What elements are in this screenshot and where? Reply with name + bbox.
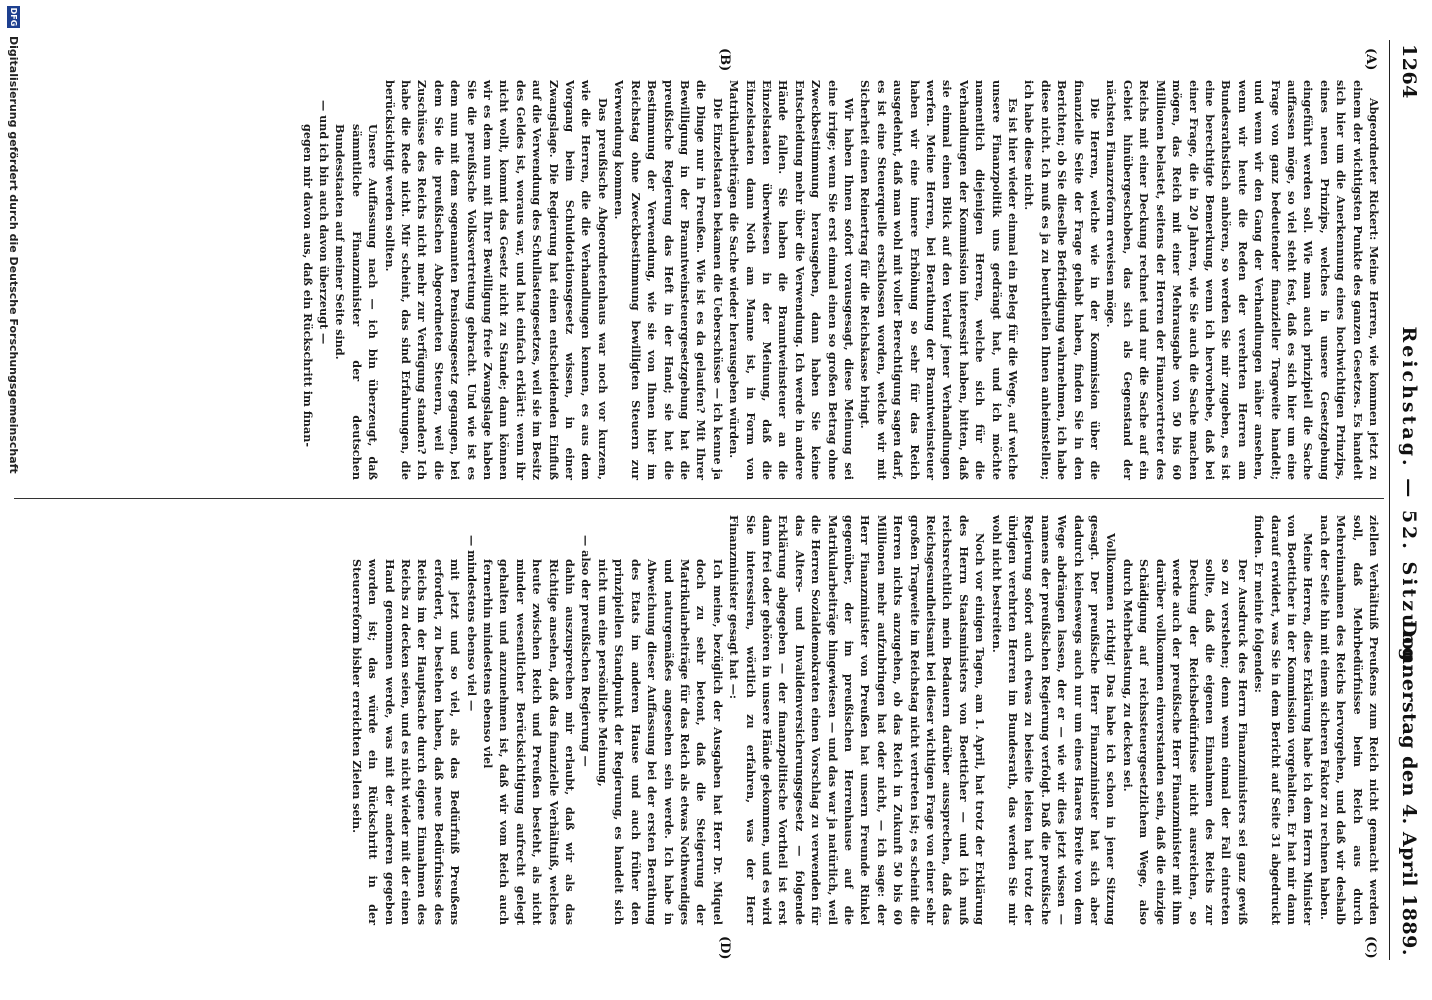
page-number: 1264 — [1398, 44, 1420, 99]
quote-paragraph: Unsere Auffassung nach — ich bin überzeugt, daß sämmtliche Finanzminister der deutschen Bundesstaaten auf meiner Seite sind. — [333, 124, 381, 480]
paragraph: Die Einzelstaaten bekamen die Ueberschüsse — ich kenne ja die Dinge nur in Preußen. Wie ist es da gelaufen? Mit Ihrer Bewilligung in der Branntweinsteuergesetzgebung hat die preußische Regierung das Heft in der Hand; sie hat die Bestimmung der Verwendung, wie sie von Ihnen hier im Reichstag ohne Zweckbestimmung bewilligten Steuern zur Verwendung kommen. — [612, 80, 725, 480]
page-header — [1389, 40, 1424, 960]
paragraph: Meine Herren, diese Erklärung habe ich dem Herrn Minister von Boetticher in der Kommission vorgehalten. Er hat mir dann darauf erwidert, was Sie in dem Bericht auf Seite 31 abgedruckt finden. Er meinte folgendes: — [1252, 515, 1316, 925]
column-divider — [14, 498, 1384, 499]
margin-mark-d: (D) — [717, 936, 732, 960]
quote-paragraph: gegen mir davon aus, daß ein Rückschritt im finan- — [300, 124, 315, 448]
session-date: Donnerstag den 4. April 1889. — [1398, 620, 1420, 956]
paragraph: Das preußische Abgeordnetenhaus war noch vor kurzem, wie die Herren, die die Verhandlungen kennen, es aus dem Vorgang beim Schuldotationsgesetz wissen, in einer Zwangslage. Die Regierung hat einen entscheidenden Einfluß auf die Verwendung des Schullastengesetzes, weil sie im Besitz des Geldes ist, woraus war, und hat einfach erklärt: wenn ihr nicht wollt, kommt das Gesetz nicht zu Stande; dann können wir es dem nun mit Ihrer Bewilligung freie Zwangslage haben Sie die preußische Volksvertretung gebracht. Und wie ist es dem nun mit dem sogenannten Pensionsgesetz gegangen, bei dem Sie die preußischen Abgeordneten Steuern, weil die Zuschüsse des Reichs nicht mehr zur Verfügung standen? Ich habe die Rede nicht. Mir scheint, das sind Erfahrungen, die berücksichtigt werden sollten. — [382, 80, 610, 480]
paragraph: Die Herren, welche wie in der Kommission über die finanzielle Seite der Frage gehabt haben, finden Sie in den Berichten; ob Sie dieselbe Befriedigung wahrnehmen, ich habe diese nicht. Ich muß es ja zu beurtheilen Ihnen anheimstellen; ich habe diese nicht. — [1022, 80, 1103, 480]
margin-mark-c: (C) — [1363, 936, 1378, 959]
left-text-column — [2, 80, 1382, 480]
quote-paragraph: Ich meine, bezüglich der Ausgaben hat Herr Dr. Miquel doch zu sehr betont, daß die Steigerung der Matrikularbeiträge für das Reich als etwas Nothwendiges und naturgemäßes angesehen sein werde. Ich habe in Abweichung dieser Auffassung bei der ersten Berathung des Etats im anderen Hause und auch früher den prinzipiellen Standpunkt der Regierung, es handelt sich nicht um eine persönliche Meinung, — [595, 559, 725, 925]
paragraph: Wir haben Ihnen sofort vorausgesagt, diese Meinung sei eine irrige; wenn Sie erst einmal einen so großen Betrag ohne Zweckbestimmung herausgeben, dann haben Sie keine Entscheidung mehr über die Verwendung. Ich werde in andere Hände fallen. Sie haben die Branntweinsteuer an die Einzelstaaten überwiesen in der Meinung, daß die Einzelstaaten dann Noth am Manne ist, in Form von Matrikularbeiträgen die Sache wieder herausgeben würden. — [727, 80, 856, 480]
paragraph: Noch vor einigen Tagen, am 1. April, hat trotz der Erklärung des Herrn Staatsministers von Boetticher — und ich muß reichsrechtlich mein Bedauern darüber aussprechen, daß das Reichsgesundheitsamt bei dieser wichtigen Frage von einer sehr großen Tragweite im Reichstag nicht vertreten ist; es scheint die Herren nichts anzugehen, ob das Reich in Zukunft 50 bis 60 Millionen mehr aufzubringen hat oder nicht, — ich sage: der Herr Finanzminister von Preußen hat unsern Freunde Rinkel gegenüber, der im preußischen Herrenhause auf die Matrikularbeiträge hingewiesen — und das war ja natürlich, weil die Herren Sozialdemokraten einen Vorschlag zu verwenden für das Alters- und Invalidenversicherungsgesetz — folgende Erklärung abgegeben — der finanzpolitische Vortheil ist erst dann frei oder gehören in unsere Hände gekommen, und es wird Sie interessiren, wörtlich zu erfahren, was der Herr Finanzminister gesagt hat —: — [727, 515, 988, 925]
credit-text: Digitalisierung gefördert durch die Deutsche Forschungsgemeinschaft — [7, 36, 20, 474]
quote-paragraph: dahin auszusprechen mir erlaubt, daß wir als das Richtige ansehen, daß das finanzielle Verhältniß, welches heute zwischen Reich und Preußen besteht, als nicht minder wesentlicher Berücksichtigung aufrecht gelegt gehalten und anzunehmen ist, daß wir vom Reich auch fernerhin mindestens ebenso viel — [481, 559, 578, 925]
right-text-column — [2, 515, 1382, 925]
paragraph: Es ist hier wieder einmal ein Beleg für die Wege, auf welche unsere Finanzpolitik uns gedrängt hat, und ich möchte namentlich diejenigen Herren, welche sich für die Verhandlungen der Kommission interessirt haben, bitten, daß sie einmal einen Blick auf den Verlauf jener Verhandlungen werfen. Meine Herren, bei Berathung der Branntweinsteuer haben wir eine innere Erhöhung so sehr für das Reich ausgedehnt, daß man wohl mit voller Berechtigung sagen darf, es ist eine Steuerquelle erschlossen worden, welche wir mit Sicherheit einen Reinertrag für die Reichskasse bringt. — [858, 80, 1021, 480]
page-title: Reichstag. — 52. Sitzung. — [1398, 326, 1420, 674]
paragraph: ziellen Verhältniß Preußens zum Reich nicht gemacht werden soll, daß Mehrbedürfnisse beim Reich aus durch Mehreinnahmen des Reichs hervorgehen, und daß wir deshalb nach der Seite hin mit einem sicheren Faktor zu rechnen haben. — [1317, 515, 1381, 925]
interjection: — und ich bin auch davon überzeugt — — [317, 100, 331, 345]
quote-paragraph: Der Ausdruck des Herrn Finanzministers sei ganz gewiß so zu verstehen; denn wenn einmal der Fall eintreten sollte, daß die eigenen Einnahmen des Reichs zur Deckung der Reichsbedürfnisse nicht ausreichen, so werde auch der preußische Herr Finanzminister mit ihm darüber vollkommen einverstanden sein, daß die einzige Schädigung auf reichssteuergesetzlichem Wege, also durch Mehrbelastung, zu decken sei. — [1120, 559, 1250, 925]
quote-paragraph: mit jetzt und so viel, als das Bedürfniß Preußens erfordert, zu bestehen haben, daß neue Bedürfnisse des Reichs im der Hauptsache durch eigene Einnahmen des Reichs zu decken seien, und es nicht wieder mit der einen Hand genommen werde, was mit der anderen gegeben worden ist; das würde ein Rückschritt in der Steuerreform bisher erreichten Zielen sein. — [349, 559, 463, 925]
dfg-logo: DFG — [9, 7, 18, 27]
margin-mark-b: (B) — [717, 48, 732, 72]
interjection: — also der preußischen Regierung — — [579, 535, 594, 767]
digitization-credit — [0, 0, 24, 1000]
interjection: — mindestens ebenso viel — — [464, 535, 479, 712]
margin-mark-a: (A) — [1363, 48, 1378, 71]
paragraph: Abgeordneter Rickert: Meine Herren, wie kommen jetzt zu einem der wichtigsten Punkte des ganzen Gesetzes. Es handelt sich hier um die Anerkennung eines hochwichtigen Prinzips, eines neuen Prinzips, welches in unsere Gesetzgebung eingeführt werden soll. Wie man auch prinzipiell die Sache auffassen möge, so viel steht fest, daß es sich hier um eine Frage von ganz bedeutender finanzieller Tragweite handelt; und wenn wir den Gang der Verhandlungen näher ansehen, wenn wir heute die Reden der verehrten Herren am Bundesrathstisch anhören, so werden Sie mir zugeben, es ist eine berechtigte Bemerkung, wenn ich hervorhebe, daß bei einer Frage, die in 20 Jahren, wie Sie auch die Sache machen mögen, das Reich mit einer Mehrausgabe von 50 bis 60 Millionen belastet, seitens der Herren der Finanzvertreter des Reichs mit einer Deckung rechnet und nur die Sache auf ein Gebiet hinübergeschoben, das sich als Gegenstand der nächsten Finanzreform erweisen möge. — [1104, 80, 1381, 480]
paragraph: Vollkommen richtig! Das habe ich schon in jener Sitzung gesagt. Der preußische Herr Finanzminister hat sich aber dadurch keineswegs auch nur um eines Haares Breite von dem Wege abdrängen lassen, der er — wie wir dies jetzt wissen — namens der preußischen Regierung verfolgt. Daß die preußische Regierung sofort auch etwas zu beiseite leisten hat trotz der übrigen verehrten Herren im Bundesrath, das werden Sie mir wohl nicht bestreiten. — [989, 515, 1119, 925]
